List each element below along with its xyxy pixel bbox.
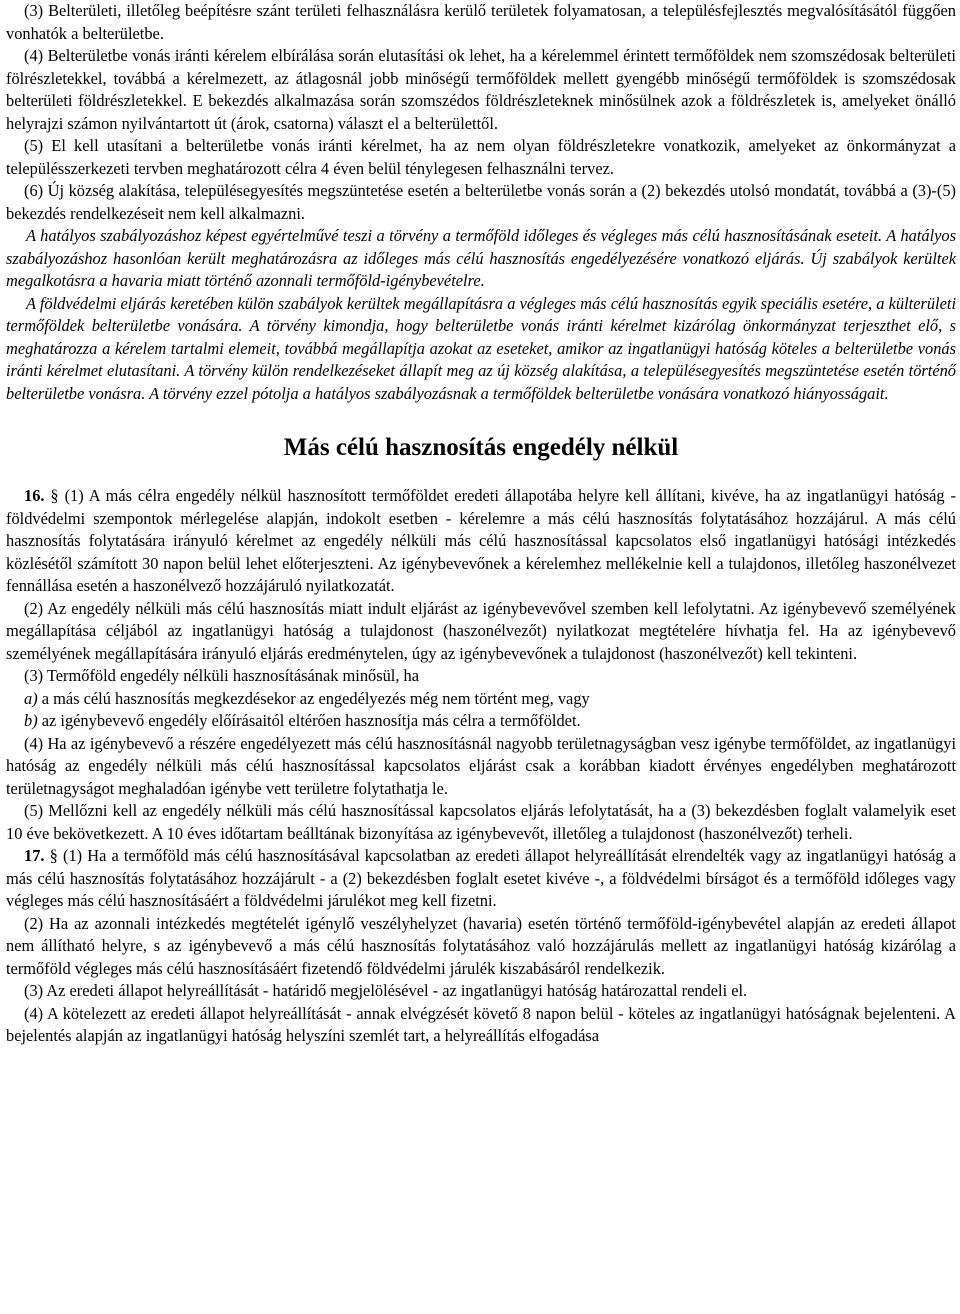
paragraph: (2) Az engedély nélküli más célú hasznosítás miatt indult eljárást az igénybevevővel szemben kell lefolytatni. Az igénybevevő személyének megállapítása céljából az ingatlanügyi hatóság a tulajdonost (haszonélvezőt) nyilatkozat megtételére hívhatja fel. Ha az igénybevevő személyének megállapítására irányuló eljárás eredménytelen, úgy az igénybevevőnek a tulajdonost (haszonélvezőt) kell tekinteni. bbox=[6, 598, 956, 663]
section-text: § (1) A más célra engedély nélkül hasznosított termőföldet eredeti állapotába helyre kell állítani, kivéve, ha az ingatlanügyi hatóság - földvédelmi szempontok mérlegelése alapján, indokolt esetben - kérelemre a más célú hasznosítás folytatásához hozzájárul. A más célú hasznosítás folytatására irányuló kérelmet az engedély nélküli más célú hasznosítással kapcsolatos első ingatlanügyi hatósági intézkedés közlésétől számított 30 napon belül lehet előterjeszteni. Az igénybevevőnek a kérelemhez mellékelnie kell a tulajdonos, illetőleg haszonélvezet fennállása esetén a haszonélvező hozzájáruló nyilatkozatát. bbox=[6, 486, 956, 595]
list-item bbox=[6, 710, 956, 733]
list-item bbox=[6, 688, 956, 711]
explanatory-comment: A hatályos szabályozáshoz képest egyértelművé teszi a törvény a termőföld időleges és végleges más célú hasznosításának eseteit. A hatályos szabályozáshoz hasonlóan került meghatározásra az időleges más célú hasznosítás engedélyezésére vonatkozó eljárás. Új szabályok kerültek megalkotásra a havaria miatt történő azonnali termőföld-igénybevételre. bbox=[6, 226, 956, 290]
paragraph: (3) Az eredeti állapot helyreállítását - határidő megjelölésével - az ingatlanügyi hatóság határozattal rendeli el. bbox=[24, 981, 748, 1000]
paragraph: (3) Termőföld engedély nélküli hasznosításának minősül, ha bbox=[24, 666, 420, 685]
paragraph: (4) A kötelezett az eredeti állapot helyreállítását - annak elvégzését követő 8 napon belül - köteles az ingatlanügyi hatóságnak bejelenteni. A bejelentés alapján az ingatlanügyi hatóság helyszíni szemlét tart, a helyreállítás elfogadása bbox=[6, 1003, 956, 1045]
paragraph: (4) Ha az igénybevevő a részére engedélyezett más célú hasznosításnál nagyobb területnagyságban vesz igénybe termőföldet, az ingatlanügyi hatóság az engedély nélküli más célú hasznosítással kapcsolatos eljárást csak a korábban kiadott érvényes engedélyben meghatározott területnagyságot meghaladóan igénybe vett területre folytathatja le. bbox=[6, 733, 956, 798]
section-17-paragraph-1 bbox=[6, 845, 956, 913]
list-label: a) bbox=[24, 688, 38, 708]
list-label: b) bbox=[24, 711, 38, 730]
paragraph: (6) Új község alakítása, településegyesítés megszüntetése esetén a belterületbe vonás során a (2) bekezdés utolsó mondatát, továbbá a (3)-(5) bekezdés rendelkezéseit nem kell alkalmazni. bbox=[6, 181, 956, 223]
section-number: 17. bbox=[24, 846, 45, 865]
section-16-paragraph-1 bbox=[6, 485, 956, 598]
section-text: § (1) Ha a termőföld más célú hasznosításával kapcsolatban az eredeti állapot helyreállítását elrendelték vagy az ingatlanügyi hatóság a más célú hasznosítás folytatásához hozzájárult - a (2) bekezdésben foglalt esetet kivéve -, a földvédelmi bírságot és a termőföld időleges vagy végleges más célú hasznosításáért a földvédelmi járulékot meg kell fizetni. bbox=[6, 846, 956, 910]
section-number: 16. bbox=[24, 486, 45, 505]
paragraph: (3) Belterületi, illetőleg beépítésre szánt területi felhasználásra kerülő területek folyamatosan, a településfejlesztés megvalósításától függően vonhatók a belterületbe. bbox=[6, 1, 956, 43]
explanatory-comment: A földvédelmi eljárás keretében külön szabályok kerültek megállapításra a végleges más célú hasznosítás egyik speciális esetére, a külterületi termőföldek belterületbe vonására. A törvény kimondja, hogy belterületbe vonás iránti kérelmet kizárólag önkormányzat terjeszthet elő, s meghatározza a kérelem tartalmi elemeit, továbbá megállapítja azokat az eseteket, amikor az ingatlanügyi hatóság köteles a belterületbe vonás iránti kérelmet elutasítani. A törvény külön rendelkezéseket állapít meg az új község alakítása, a településegyesítés megszüntetése esetén történő belterületbe vonásra. A törvény ezzel pótolja a hatályos szabályozásnak a termőföldek belterületbe vonására vonatkozó hiányosságait. bbox=[6, 293, 956, 403]
list-text: az igénybevevő engedély előírásaitól eltérően hasznosítja más célra a termőföldet. bbox=[37, 711, 581, 730]
paragraph: (5) Mellőzni kell az engedély nélküli más célú hasznosítással kapcsolatos eljárás lefolytatását, ha a (3) bekezdésben foglalt valamelyik eset 10 éve bekövetkezett. A 10 éves időtartam beálltának bizonyítása az igénybevevőt, illetőleg a tulajdonost (haszonélvezőt) terheli. bbox=[6, 801, 956, 843]
document-page bbox=[6, 0, 956, 1048]
section-heading: Más célú hasznosítás engedély nélkül bbox=[283, 434, 679, 461]
paragraph: (5) El kell utasítani a belterületbe vonás iránti kérelmet, ha az nem olyan földrészletekre vonatkozik, amelyeket az önkormányzat a településszerkezeti tervben meghatározott célra 4 éven belül ténylegesen felhasználni tervez. bbox=[6, 136, 956, 178]
list-text: a más célú hasznosítás megkezdésekor az engedélyezés még nem történt meg, vagy bbox=[37, 688, 590, 708]
paragraph: (2) Ha az azonnali intézkedés megtételét igénylő veszélyhelyzet (havaria) esetén történő termőföld-igénybevétel alapján az eredeti állapot nem állítható helyre, s az igénybevevő a más célú hasznosítás folytatásához való hozzájárulás mellett az ingatlanügyi hatóság kizárólag a termőföld végleges más célú hasznosításáért fizetendő földvédelmi járulék kiszabásáról rendelkezik. bbox=[6, 913, 956, 978]
paragraph: (4) Belterületbe vonás iránti kérelem elbírálása során elutasítási ok lehet, ha a kérelemmel érintett termőföldek nem szomszédosak belterületi fölrészletekkel, továbbá a kérelmezett, az átlagosnál jobb minőségű termőföldek mellett gyengébb minőségű termőföldek is szomszédosak belterületi földrészletekkel. E bekezdés alkalmazása során szomszédos földrészleteknek minősülnek azok a földrészletek is, amelyeket önálló helyrajzi számon nyilvántartott út (árok, csatorna) választ el a belterülettől. bbox=[6, 46, 956, 133]
